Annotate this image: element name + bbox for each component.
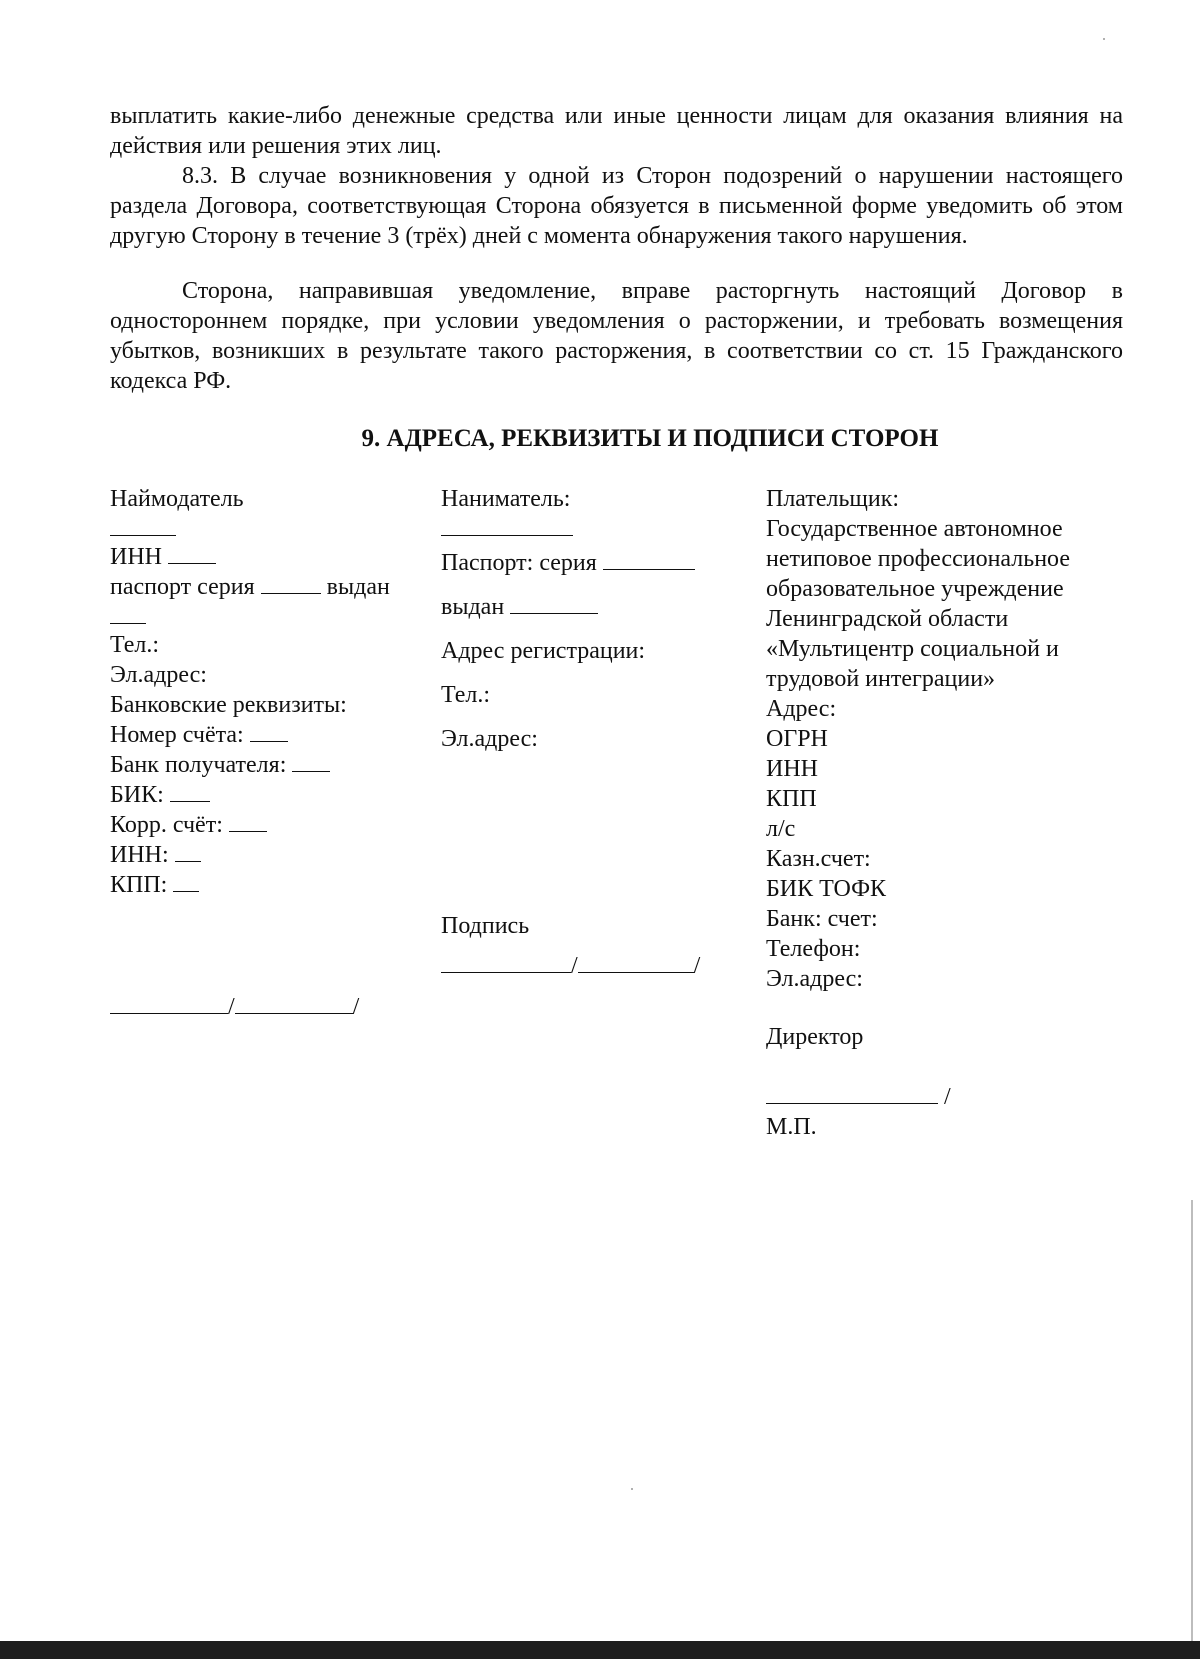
scan-speck xyxy=(1103,38,1105,40)
landlord-corr-blank[interactable] xyxy=(229,811,267,832)
payer-org-line-2: нетиповое профессиональное xyxy=(766,546,1070,572)
landlord-inn2-blank[interactable] xyxy=(175,841,201,862)
landlord-inn-row xyxy=(110,542,430,572)
landlord-name-blank[interactable] xyxy=(110,515,176,536)
payer-bik-tofk: БИК ТОФК xyxy=(766,876,887,902)
landlord-passport-row xyxy=(110,572,430,602)
payer-signature-blank[interactable] xyxy=(766,1083,938,1104)
tenant-phone: Тел.: xyxy=(441,682,491,708)
payer-email: Эл.адрес: xyxy=(766,966,863,992)
landlord-inn-label: ИНН xyxy=(110,544,162,570)
paragraph-8-3-continued: Сторона, направившая уведомление, вправе расторгнуть настоящий Договор в одностороннем порядке, при условии уведомления о расторжении, и требовать возмещения убытков, возникших в результате такого расторжения, в соответствии со ст. 15 Гражданского кодекса РФ. xyxy=(110,278,1123,394)
landlord-kpp-row xyxy=(110,870,430,900)
landlord-account-row xyxy=(110,720,430,750)
tenant-email: Эл.адрес: xyxy=(441,726,538,752)
landlord-issued-blank[interactable] xyxy=(110,603,146,624)
payer-column xyxy=(766,484,1166,1142)
tenant-issued-label: выдан xyxy=(441,594,505,620)
scan-edge-bottom xyxy=(0,1641,1200,1659)
tenant-sign-sep1: / xyxy=(571,953,578,979)
landlord-corr-label: Корр. счёт: xyxy=(110,812,223,838)
landlord-inn2-row xyxy=(110,840,430,870)
landlord-issued-label: выдан xyxy=(326,574,390,600)
landlord-account-blank[interactable] xyxy=(250,721,288,742)
tenant-reg-address: Адрес регистрации: xyxy=(441,638,646,664)
payer-ogrn: ОГРН xyxy=(766,726,828,752)
paragraph-8-3: 8.3. В случае возникновения у одной из Сторон подозрений о нарушении настоящего раздела Договора, соответствующая Сторона обязуется в письменной форме уведомить об этом другую Сторону в течение 3 (трёх) дней с момента обнаружения такого нарушения. xyxy=(110,163,1123,249)
tenant-gap xyxy=(441,768,731,911)
landlord-bank-details: Банковские реквизиты: xyxy=(110,692,347,718)
landlord-signature-row xyxy=(110,992,430,1022)
tenant-issued-row xyxy=(441,592,731,636)
landlord-signature-blank[interactable] xyxy=(110,993,228,1014)
landlord-kpp-blank[interactable] xyxy=(173,871,199,892)
payer-kpp: КПП xyxy=(766,786,817,812)
tenant-name-blank[interactable] xyxy=(441,515,573,536)
landlord-bank-blank[interactable] xyxy=(292,751,330,772)
payer-ls: л/с xyxy=(766,816,796,842)
payer-sign-sep: / xyxy=(944,1084,951,1110)
landlord-account-label: Номер счёта: xyxy=(110,722,244,748)
tenant-passport-row xyxy=(441,548,731,592)
tenant-passport-blank[interactable] xyxy=(603,549,695,570)
landlord-passport-blank[interactable] xyxy=(261,573,321,594)
payer-stamp: М.П. xyxy=(766,1114,817,1140)
landlord-title: Наймодатель xyxy=(110,486,244,512)
section-heading: 9. АДРЕСА, РЕКВИЗИТЫ И ПОДПИСИ СТОРОН xyxy=(361,425,939,452)
landlord-issued-row xyxy=(110,602,430,630)
landlord-name-row xyxy=(110,514,430,542)
tenant-name-sign-blank[interactable] xyxy=(578,952,694,973)
tenant-passport-label: Паспорт: серия xyxy=(441,550,597,576)
landlord-sign-sep2: / xyxy=(352,994,360,1020)
payer-treasury-account: Казн.счет: xyxy=(766,846,871,872)
payer-org-line-5: «Мультицентр социальной и xyxy=(766,636,1059,662)
tenant-signature-label: Подпись xyxy=(441,913,530,939)
landlord-bank-row xyxy=(110,750,430,780)
payer-org-line-6: трудовой интеграции» xyxy=(766,666,996,692)
tenant-issued-blank[interactable] xyxy=(510,593,598,614)
landlord-kpp-label: КПП: xyxy=(110,872,168,898)
payer-address: Адрес: xyxy=(766,696,837,722)
landlord-bank-label: Банк получателя: xyxy=(110,752,287,778)
payer-gap-2 xyxy=(766,1052,1166,1082)
landlord-bik-row xyxy=(110,780,430,810)
landlord-email: Эл.адрес: xyxy=(110,662,207,688)
payer-signature-row xyxy=(766,1082,1166,1112)
scan-edge-right xyxy=(1191,1200,1193,1659)
payer-org-line-1: Государственное автономное xyxy=(766,516,1063,542)
payer-gap-1 xyxy=(766,994,1166,1022)
tenant-column xyxy=(441,484,731,981)
payer-director: Директор xyxy=(766,1024,864,1050)
landlord-corr-row xyxy=(110,810,430,840)
landlord-inn-blank[interactable] xyxy=(168,543,216,564)
payer-phone: Телефон: xyxy=(766,936,861,962)
landlord-sign-sep1: / xyxy=(228,994,235,1020)
landlord-bik-label: БИК: xyxy=(110,782,164,808)
paragraph-8-2-end: выплатить какие-либо денежные средства или иные ценности лицам для оказания влияния на действия или решения этих лиц. xyxy=(110,103,1123,159)
scan-speck xyxy=(631,1488,633,1490)
landlord-bik-blank[interactable] xyxy=(170,781,210,802)
tenant-sign-sep2: / xyxy=(693,953,701,979)
payer-org-line-3: образовательное учреждение xyxy=(766,576,1064,602)
payer-inn: ИНН xyxy=(766,756,818,782)
landlord-phone: Тел.: xyxy=(110,632,160,658)
landlord-name-sign-blank[interactable] xyxy=(235,993,353,1014)
payer-title: Плательщик: xyxy=(766,486,900,512)
tenant-name-row xyxy=(441,514,731,548)
landlord-column xyxy=(110,484,430,1022)
landlord-gap xyxy=(110,900,430,992)
tenant-signature-blank[interactable] xyxy=(441,952,571,973)
landlord-inn2-label: ИНН: xyxy=(110,842,169,868)
tenant-signature-row xyxy=(441,951,731,981)
tenant-title: Наниматель: xyxy=(441,486,571,512)
payer-org-line-4: Ленинградской области xyxy=(766,606,1009,632)
payer-bank-account: Банк: счет: xyxy=(766,906,878,932)
landlord-passport-label: паспорт серия xyxy=(110,574,255,600)
